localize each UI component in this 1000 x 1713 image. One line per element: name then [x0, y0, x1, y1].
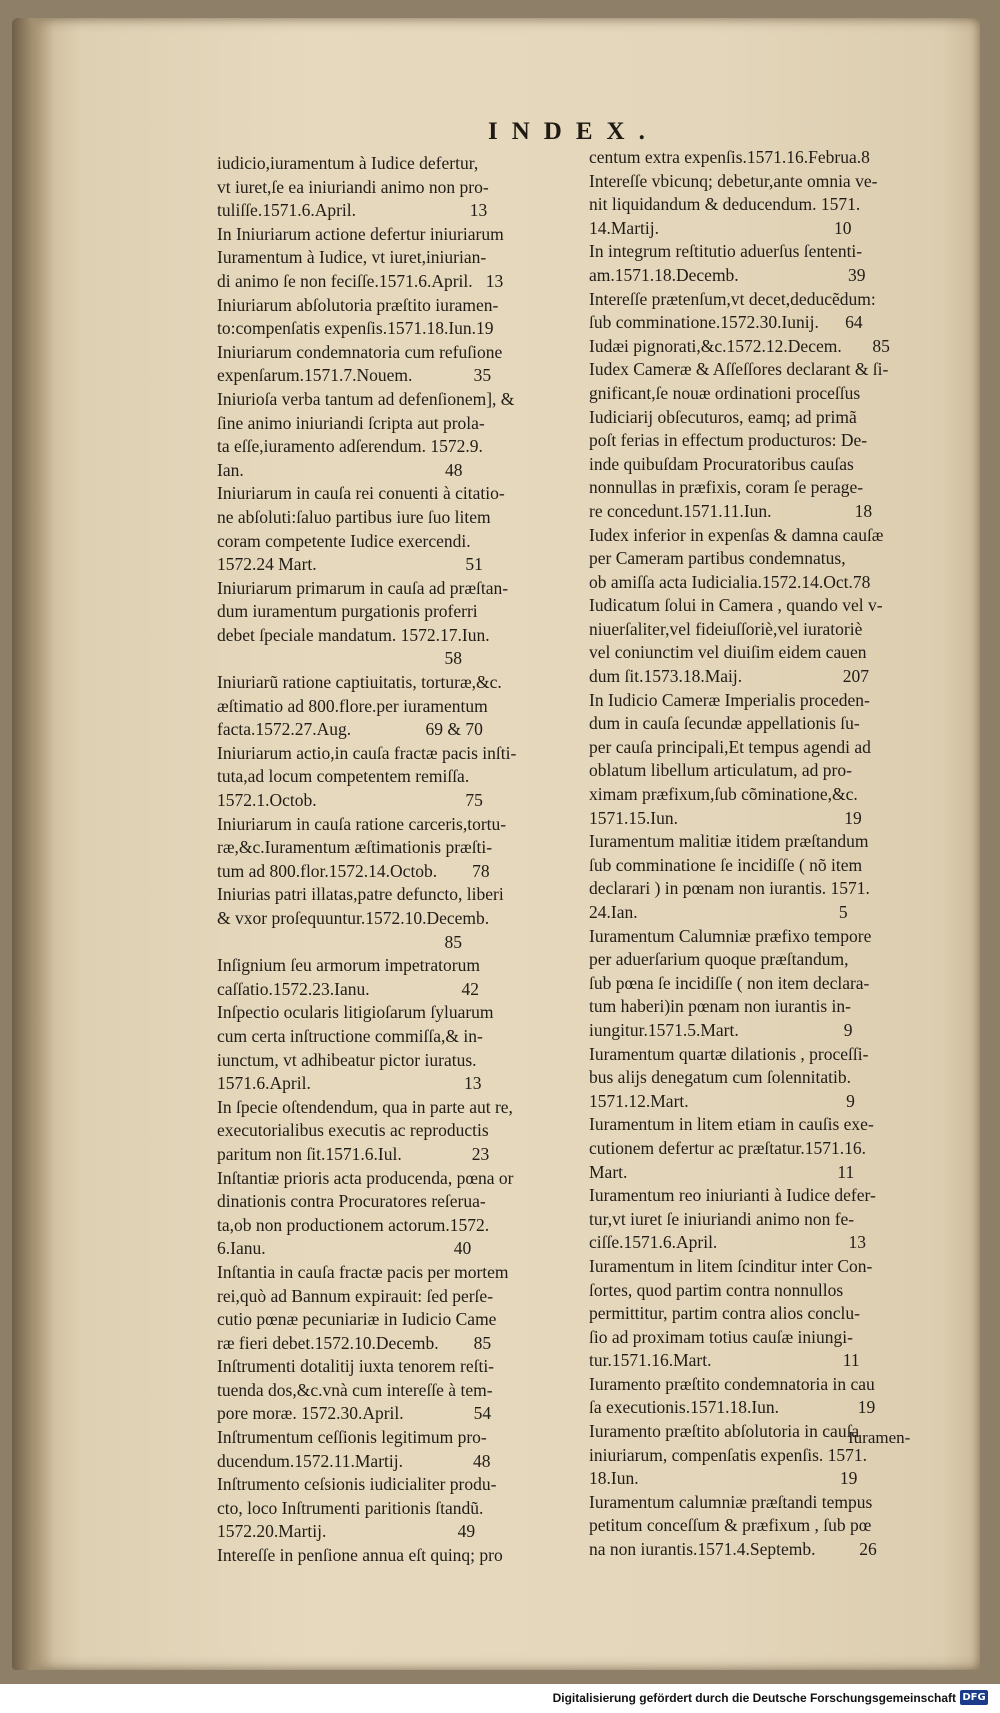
entry-line: ob amiſſa acta Iudicialia.1572.14.Oct.78	[589, 571, 871, 592]
entry-line: paritum non ſit.1571.6.Iul. 23	[217, 1143, 490, 1164]
entry-line: Inſtrumentum ceſſionis legitimum pro-	[217, 1427, 487, 1448]
index-entry	[217, 294, 565, 341]
entry-line: per cauſa principali,Et tempus agendi ad	[589, 736, 871, 757]
entry-line: iudicio,iuramentum à Iudice defertur,	[217, 153, 479, 173]
entry-line: In ſpecie oſtendendum, qua in parte aut re,	[217, 1096, 513, 1117]
entry-line: Iudex Cameræ & Aſſeſſores declarant & ſi-	[589, 359, 889, 380]
entry-line: ræ fieri debet.1572.10.Decemb. 85	[217, 1332, 492, 1353]
index-entry	[217, 152, 565, 223]
entry-line: 24.Ian. 5	[589, 902, 848, 922]
index-entry	[217, 341, 565, 388]
entry-line: 18.Iun. 19	[589, 1468, 858, 1489]
entry-line: nit liquidandum & deducendum. 1571.	[589, 194, 861, 215]
entry-line: per aduerſarium quoque præſtandum,	[589, 949, 849, 970]
index-entry	[589, 358, 937, 523]
entry-line: ſortes, quod partim contra nonnullos	[589, 1279, 844, 1300]
index-entry	[217, 813, 565, 884]
entry-line: Iuramentum malitiæ itidem præſtandum	[589, 831, 869, 852]
index-entry	[217, 954, 565, 1001]
entry-line: Iniurioſa verba tantum ad defenſionem], &	[217, 388, 515, 409]
entry-line: Inſtrumenti dotalitij iuxta tenorem reſti-	[217, 1356, 495, 1377]
entry-line: per Cameram partibus condemnatus,	[589, 548, 846, 569]
entry-line: Iudæi pignorati,&c.1572.12.Decem. 85	[589, 335, 890, 356]
entry-line: Inſpectio ocularis litigioſarum ſyluarum	[217, 1002, 494, 1023]
index-entry	[217, 671, 565, 742]
index-entry	[217, 482, 565, 576]
index-entry	[217, 1261, 565, 1355]
entry-line: tuliſſe.1571.6.April. 13	[217, 200, 488, 221]
footer-credit: Digitalisierung gefördert durch die Deutsche Forschungsgemeinschaft	[552, 1691, 956, 1705]
entry-line: Intereſſe in penſione annua eſt quinq; pro	[217, 1545, 503, 1566]
index-entry	[217, 742, 565, 813]
entry-line: poſt ferias in effectum producturos: De-	[589, 430, 868, 451]
entry-line: 58	[217, 648, 462, 669]
entry-line: Mart. 11	[589, 1161, 855, 1182]
index-entry	[589, 594, 937, 688]
entry-line: tum ad 800.flor.1572.14.Octob. 78	[217, 860, 490, 881]
entry-line: cum certa inſtructione commiſſa,& in-	[217, 1025, 483, 1046]
entry-line: Iuramentum quartæ dilationis , proceſſi-	[589, 1043, 869, 1064]
index-entry	[217, 883, 565, 954]
entry-line: facta.1572.27.Aug. 69 & 70	[217, 719, 483, 740]
entry-line: 85	[217, 931, 462, 952]
entry-line: di animo ſe non feciſſe.1571.6.April. 13	[217, 270, 504, 291]
index-entry	[589, 925, 937, 1043]
index-entry	[217, 1001, 565, 1095]
index-entry	[589, 170, 937, 241]
index-entry	[217, 1473, 565, 1544]
entry-line: tur,vt iuret ſe iniuriandi animo non fe-	[589, 1208, 855, 1229]
entry-line: iungitur.1571.5.Mart. 9	[589, 1019, 853, 1040]
index-entry	[589, 146, 937, 170]
entry-line: ræ,&c.Iuramentum æſtimationis præſti-	[217, 837, 493, 858]
index-column-right	[589, 146, 937, 1562]
entry-line: ximam præfixum,ſub cõminatione,&c.	[589, 784, 858, 805]
entry-line: ſine animo iniuriandi ſcripta aut prola-	[217, 412, 485, 433]
entry-line: Iniuriarum primarum in cauſa ad præſtan-	[217, 577, 509, 598]
entry-line: tuta,ad locum competentem remiſſa.	[217, 766, 470, 787]
entry-line: tur.1571.16.Mart. 11	[589, 1350, 860, 1371]
index-entry	[589, 1373, 937, 1420]
entry-line: & vxor proſequuntur.1572.10.Decemb.	[217, 908, 490, 928]
index-entry	[589, 288, 937, 335]
entry-line: permittitur, partim contra alios conclu-	[589, 1303, 860, 1324]
entry-line: Iniuriarum actio,in cauſa fractæ pacis inſti-	[217, 742, 517, 763]
entry-line: executorialibus executis ac reproductis	[217, 1120, 489, 1141]
entry-line: Inſtantiæ prioris acta producenda, pœna or	[217, 1167, 514, 1188]
entry-line: tum haberi)in pœnam non iurantis in-	[589, 996, 851, 1017]
entry-line: dum ſit.1573.18.Maij. 207	[589, 666, 869, 687]
entry-line: Iuramentum in litem ſcinditur inter Con-	[589, 1255, 873, 1276]
entry-line: inde quibuſdam Procuratoribus cauſas	[589, 453, 854, 474]
entry-line: Inſignium ſeu armorum impetratorum	[217, 955, 480, 976]
dfg-logo-icon: DFG	[960, 1690, 988, 1705]
index-entry	[217, 1426, 565, 1473]
entry-line: tuenda dos,&c.vnà cum intereſſe à tem-	[217, 1379, 493, 1400]
entry-line: iniuriarum, compenſatis expenſis. 1571.	[589, 1444, 868, 1465]
index-column-left	[217, 152, 565, 1568]
entry-line: oblatum libellum articulatum, ad pro-	[589, 760, 852, 781]
entry-line: caſſatio.1572.23.Ianu. 42	[217, 978, 479, 999]
entry-line: re concedunt.1571.11.Iun. 18	[589, 500, 873, 521]
entry-line: dum iuramentum purgationis proferri	[217, 601, 478, 622]
index-entry	[589, 830, 937, 924]
entry-line: dum in cauſa ſecundæ appellationis ſu-	[589, 713, 860, 734]
entry-line: ſub comminatione ſe incidiſſe ( nõ item	[589, 854, 863, 875]
entry-line: 6.Ianu. 40	[217, 1238, 472, 1259]
entry-line: expenſarum.1571.7.Nouem. 35	[217, 365, 492, 386]
index-entry	[589, 1491, 937, 1562]
entry-line: 1572.20.Martij. 49	[217, 1521, 476, 1542]
entry-line: gnificant,ſe nouæ ordinationi proceſſus	[589, 382, 861, 403]
index-entry	[589, 240, 937, 287]
index-entry	[589, 524, 937, 595]
entry-line: Iniuriarum condemnatoria cum refuſione	[217, 341, 503, 362]
entry-line: Inſtantia in cauſa fractæ pacis per mortem	[217, 1261, 509, 1282]
entry-line: am.1571.18.Decemb. 39	[589, 264, 866, 285]
index-entry	[217, 1355, 565, 1426]
entry-line: 1572.24 Mart. 51	[217, 554, 483, 575]
entry-line: Ian. 48	[217, 459, 463, 480]
entry-line: Iniuriarum in cauſa ratione carceris,tortu-	[217, 813, 507, 834]
entry-line: debet ſpeciale mandatum. 1572.17.Iun.	[217, 624, 490, 645]
entry-line: Iuramentum in litem etiam in cauſis exe-	[589, 1114, 874, 1135]
index-entry	[589, 1255, 937, 1373]
entry-line: æſtimatio ad 800.flore.per iuramentum	[217, 695, 488, 716]
entry-line: coram competente Iudice exercendi.	[217, 530, 471, 551]
entry-line: Iuramentum à Iudice, vt iuret,iniurian-	[217, 247, 487, 268]
index-entry	[589, 689, 937, 831]
entry-line: 14.Martij. 10	[589, 217, 852, 238]
entry-line: declarari ) in pœnam non iurantis. 1571.	[589, 878, 870, 899]
entry-line: ſub comminatione.1572.30.Iunij. 64	[589, 312, 863, 333]
entry-line: Iudiciarij obſecuturos, eamq; ad primã	[589, 406, 857, 427]
index-entry	[589, 335, 937, 359]
entry-line: vt iuret,ſe ea iniuriandi animo non pro-	[217, 176, 489, 197]
entry-line: cto, loco Inſtrumenti paritionis ſtandũ.	[217, 1497, 484, 1518]
entry-line: Iuramentum Calumniæ præfixo tempore	[589, 925, 872, 946]
entry-line: Iuramento præſtito abſolutoria in cauſa	[589, 1421, 860, 1442]
index-entry	[217, 1096, 565, 1167]
entry-line: Iuramento præſtito condemnatoria in cau	[589, 1373, 875, 1394]
page-header: INDEX.	[488, 118, 659, 145]
entry-line: Iuramentum calumniæ præſtandi tempus	[589, 1491, 873, 1512]
entry-line: vel coniunctim vel diuiſim eidem cauen	[589, 642, 867, 663]
entry-line: 1572.1.Octob. 75	[217, 790, 483, 811]
entry-line: ſa executionis.1571.18.Iun. 19	[589, 1397, 876, 1418]
index-entry	[589, 1113, 937, 1184]
entry-line: In integrum reſtitutio aduerſus ſententi-	[589, 241, 863, 262]
digitization-footer	[0, 1684, 1000, 1713]
index-entry	[589, 1043, 937, 1114]
page-gutter	[12, 18, 54, 1670]
entry-line: In Iniuriarum actione defertur iniuriarum	[217, 223, 504, 244]
entry-line: dinationis contra Procuratores reſerua-	[217, 1191, 486, 1212]
entry-line: 1571.6.April. 13	[217, 1073, 482, 1094]
entry-line: ſub pœna ſe incidiſſe ( non item declara-	[589, 972, 870, 993]
entry-line: rei,quò ad Bannum expirauit: ſed perſe-	[217, 1285, 494, 1306]
entry-line: Iniurias patri illatas,patre defuncto, liberi	[217, 884, 504, 905]
catchword: Iuramen-	[848, 1428, 911, 1447]
entry-line: ta eſſe,iuramento adſerendum. 1572.9.	[217, 436, 483, 457]
entry-line: In Iudicio Cameræ Imperialis proceden-	[589, 689, 870, 710]
index-entry	[217, 1544, 565, 1568]
entry-line: bus alijs denegatum cum ſolennitatib.	[589, 1067, 851, 1088]
entry-line: cutio pœnæ pecuniariæ in Iudicio Came	[217, 1309, 497, 1330]
entry-line: 1571.12.Mart. 9	[589, 1090, 855, 1111]
entry-line: nonnullas in præfixis, coram ſe perage-	[589, 477, 864, 498]
entry-line: Iniuriarũ ratione captiuitatis, torturæ,&c.	[217, 672, 502, 693]
entry-line: cutionem defertur ac præſtatur.1571.16.	[589, 1137, 867, 1158]
entry-line: niuerſaliter,vel fideiuſſoriè,vel iuratoriè	[589, 618, 863, 639]
entry-line: centum extra expenſis.1571.16.Februa.8	[589, 147, 870, 167]
entry-line: Intereſſe prætenſum,vt decet,deducẽdum:	[589, 288, 876, 309]
entry-line: Iniuriarum abſolutoria præſtito iuramen-	[217, 294, 499, 315]
entry-line: iunctum, vt adhibeatur pictor iuratus.	[217, 1049, 477, 1070]
index-entry	[217, 577, 565, 671]
index-entry	[589, 1184, 937, 1255]
entry-line: Inſtrumento ceſsionis iudicialiter produ-	[217, 1474, 497, 1495]
index-entry	[217, 388, 565, 482]
entry-line: Iuramentum reo iniurianti à Iudice defer-	[589, 1185, 876, 1206]
index-entry	[217, 223, 565, 294]
index-entry	[217, 1167, 565, 1261]
entry-line: Iudex inferior in expenſas & damna cauſæ	[589, 524, 884, 545]
entry-line: Intereſſe vbicunq; debetur,ante omnia ve-	[589, 170, 878, 191]
entry-line: ducendum.1572.11.Martij. 48	[217, 1450, 491, 1471]
entry-line: Iudicatum ſolui in Camera , quando vel v-	[589, 595, 883, 616]
entry-line: ta,ob non productionem actorum.1572.	[217, 1214, 490, 1235]
entry-line: ſio ad proximam totius cauſæ iniungi-	[589, 1326, 853, 1347]
entry-line: to:compenſatis expenſis.1571.18.Iun.19	[217, 318, 494, 339]
entry-line: petitum conceſſum & præfixum , ſub pœ	[589, 1515, 872, 1536]
entry-line: pore moræ. 1572.30.April. 54	[217, 1403, 492, 1424]
entry-line: ciſſe.1571.6.April. 13	[589, 1232, 867, 1253]
entry-line: na non iurantis.1571.4.Septemb. 26	[589, 1539, 877, 1560]
entry-line: Iniuriarum in cauſa rei conuenti à citatio-	[217, 483, 505, 504]
entry-line: 1571.15.Iun. 19	[589, 807, 862, 828]
entry-line: ne abſoluti:ſaluo partibus iure ſuo litem	[217, 506, 491, 527]
